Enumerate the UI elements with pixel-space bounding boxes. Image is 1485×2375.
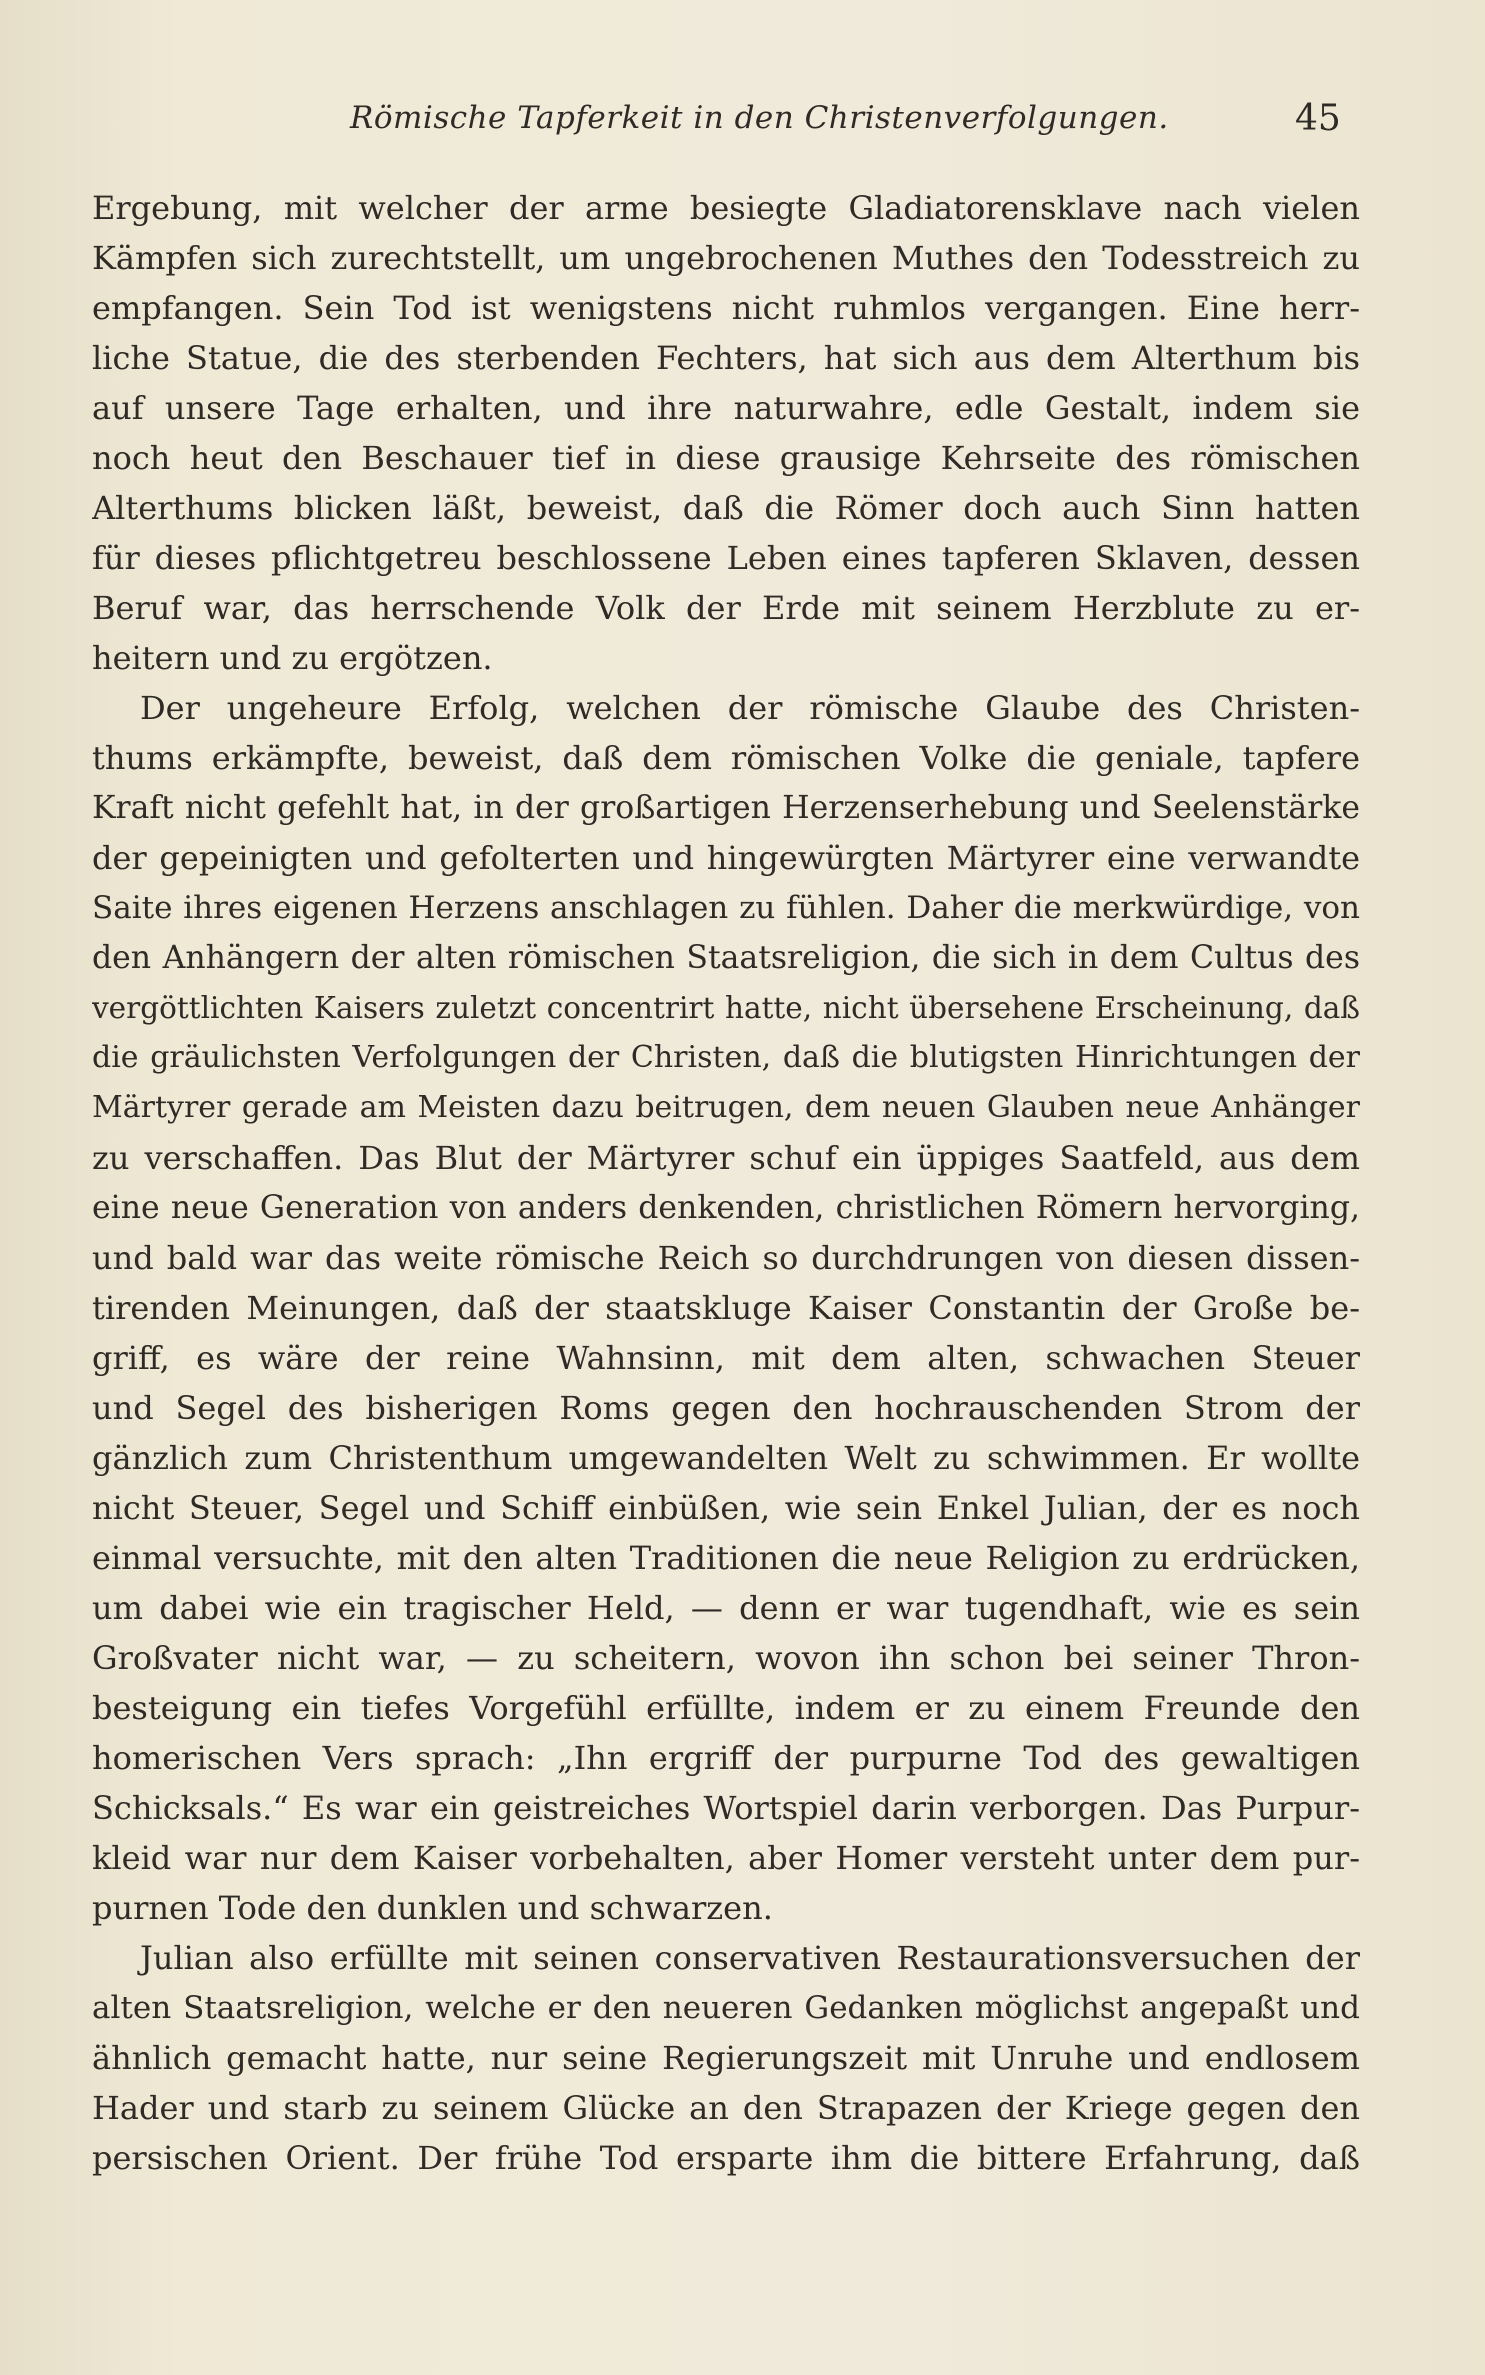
text-line: kleid war nur dem Kaiser vorbehalten, aber Homer versteht unter dem pur- [92, 1839, 1360, 1877]
text-line: und Segel des bisherigen Roms gegen den hochrauschenden Strom der [92, 1389, 1360, 1427]
text-line: Kraft nicht gefehlt hat, in der großartigen Herzenserhebung und Seelenstärke [92, 790, 1360, 826]
text-line: einmal versuchte, mit den alten Traditionen die neue Religion zu erdrücken, [92, 1539, 1360, 1577]
text-line: liche Statue, die des sterbenden Fechters, hat sich aus dem Alterthum bis [92, 339, 1360, 377]
body-text [92, 183, 1360, 2183]
text-line: Kämpfen sich zurechtstellt, um ungebrochenen Muthes den Todesstreich zu [92, 239, 1360, 277]
text-line: tirenden Meinungen, daß der staatskluge Kaiser Constantin der Große be- [92, 1289, 1360, 1327]
text-line: Schicksals.“ Es war ein geistreiches Wortspiel darin verborgen. Das Purpur- [92, 1789, 1360, 1827]
text-line: empfangen. Sein Tod ist wenigstens nicht ruhmlos vergangen. Eine herr- [92, 289, 1360, 327]
text-line: Beruf war, das herrschende Volk der Erde mit seinem Herzblute zu er- [92, 589, 1360, 627]
running-title: Römische Tapferkeit in den Christenverfolgungen. [350, 100, 1169, 136]
text-line: alten Staatsreligion, welche er den neueren Gedanken möglichst angepaßt und [92, 1990, 1360, 2026]
text-line: um dabei wie ein tragischer Held, — denn er war tugendhaft, wie es sein [92, 1589, 1360, 1627]
text-line: ähnlich gemacht hatte, nur seine Regierungszeit mit Unruhe und endlosem [92, 2039, 1360, 2077]
text-line: Saite ihres eigenen Herzens anschlagen zu fühlen. Daher die merkwürdige, von [92, 890, 1360, 926]
text-line: zu verschaffen. Das Blut der Märtyrer schuf ein üppiges Saatfeld, aus dem [92, 1139, 1360, 1177]
text-line: nicht Steuer, Segel und Schiff einbüßen, wie sein Enkel Julian, der es noch [92, 1489, 1360, 1527]
text-line: Alterthums blicken läßt, beweist, daß die Römer doch auch Sinn hatten [92, 489, 1360, 527]
text-line: auf unsere Tage erhalten, und ihre naturwahre, edle Gestalt, indem sie [92, 389, 1360, 427]
text-line: besteigung ein tiefes Vorgefühl erfüllte, indem er zu einem Freunde den [92, 1689, 1360, 1727]
text-line: heitern und zu ergötzen. [92, 639, 493, 677]
text-line: griff, es wäre der reine Wahnsinn, mit dem alten, schwachen Steuer [92, 1339, 1360, 1377]
page-number: 45 [1295, 98, 1341, 139]
text-line: für dieses pflichtgetreu beschlossene Leben eines tapferen Sklaven, dessen [92, 539, 1360, 577]
text-line: Der ungeheure Erfolg, welchen der römische Glaube des Christen- [140, 689, 1360, 727]
text-line: Großvater nicht war, — zu scheitern, wovon ihn schon bei seiner Thron- [92, 1639, 1360, 1677]
text-line: gänzlich zum Christenthum umgewandelten Welt zu schwimmen. Er wollte [92, 1439, 1360, 1477]
text-line: vergöttlichten Kaisers zuletzt concentrirt hatte, nicht übersehene Erscheinung, daß [92, 991, 1360, 1025]
text-line: noch heut den Beschauer tief in diese grausige Kehrseite des römischen [92, 439, 1360, 477]
text-line: Ergebung, mit welcher der arme besiegte Gladiatorensklave nach vielen [92, 189, 1360, 227]
text-line: thums erkämpfte, beweist, daß dem römischen Volke die geniale, tapfere [92, 739, 1360, 777]
text-line: der gepeinigten und gefolterten und hingewürgten Märtyrer eine verwandte [92, 839, 1360, 877]
text-line: die gräulichsten Verfolgungen der Christen, daß die blutigsten Hinrichtungen der [92, 1040, 1360, 1075]
text-line: Hader und starb zu seinem Glücke an den Strapazen der Kriege gegen den [92, 2089, 1360, 2127]
text-line: persischen Orient. Der frühe Tod ersparte ihm die bittere Erfahrung, daß [92, 2139, 1360, 2177]
text-line: Julian also erfüllte mit seinen conservativen Restaurationsversuchen der [140, 1939, 1360, 1977]
text-line: purnen Tode den dunklen und schwarzen. [92, 1889, 773, 1927]
text-line: den Anhängern der alten römischen Staatsreligion, die sich in dem Cultus des [92, 940, 1360, 976]
text-line: eine neue Generation von anders denkenden, christlichen Römern hervorging, [92, 1190, 1360, 1226]
text-line: homerischen Vers sprach: „Ihn ergriff der purpurne Tod des gewaltigen [92, 1739, 1360, 1777]
text-line: Märtyrer gerade am Meisten dazu beitrugen, dem neuen Glauben neue Anhänger [92, 1090, 1360, 1125]
text-line: und bald war das weite römische Reich so durchdrungen von diesen dissen- [92, 1239, 1360, 1277]
